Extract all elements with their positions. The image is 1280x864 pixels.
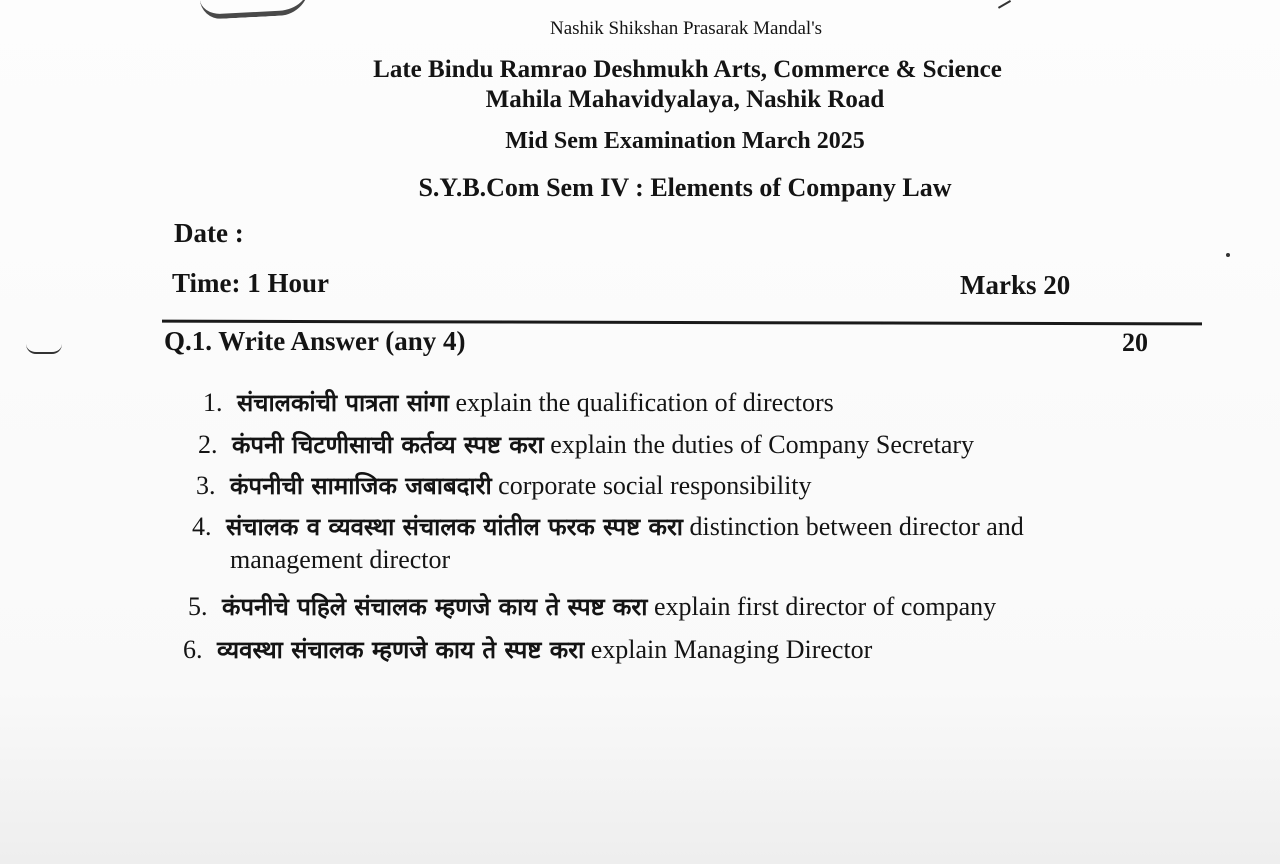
item-number: 1. (203, 388, 223, 417)
item-number: 4. (192, 512, 212, 541)
college-name-line-1: Late Bindu Ramrao Deshmukh Arts, Commerce & Science (373, 56, 1002, 83)
item-marathi-text: कंपनी चिटणीसाची कर्तव्य स्पष्ट करा (232, 431, 544, 459)
item-number: 5. (188, 592, 208, 621)
item-number: 2. (198, 430, 218, 459)
item-english-text: corporate social responsibility (498, 471, 812, 500)
item-english-text: explain Managing Director (590, 635, 873, 664)
question-item (183, 633, 872, 666)
date-label: Date : (174, 218, 244, 248)
question-item (192, 510, 1024, 543)
item-english-text: explain the qualification of directors (455, 388, 834, 417)
question-item (198, 428, 974, 461)
item-english-text: explain the duties of Company Secretary (550, 430, 975, 459)
item-marathi-text: संचालक व व्यवस्था संचालक यांतील फरक स्पष्ट करा (226, 513, 683, 541)
question-item (188, 590, 996, 623)
college-name-line-2: Mahila Mahavidyalaya, Nashik Road (485, 86, 885, 113)
header-divider (162, 320, 1202, 326)
question-item-continuation: management director (230, 545, 451, 574)
item-marathi-text: संचालकांची पात्रता सांगा (237, 389, 449, 417)
time-label: Time: 1 Hour (172, 268, 329, 298)
item-number: 3. (196, 471, 216, 500)
scan-smudge-mark (199, 0, 310, 20)
item-english-text: explain first director of company (653, 592, 997, 621)
scan-stroke-mark (26, 344, 62, 354)
item-number: 6. (183, 635, 203, 664)
exam-title: Mid Sem Examination March 2025 (505, 128, 865, 154)
item-marathi-text: कंपनीचे पहिले संचालक म्हणजे काय ते स्पष्ट करा (222, 593, 648, 621)
question-item (196, 469, 812, 502)
institution-name: Nashik Shikshan Prasarak Mandal's (549, 18, 823, 39)
scan-dot-mark (1226, 253, 1230, 257)
total-marks-label: Marks 20 (960, 270, 1071, 300)
item-marathi-text: व्यवस्था संचालक म्हणजे काय ते स्पष्ट करा (217, 636, 585, 664)
question-marks: 20 (1122, 328, 1148, 357)
scan-stroke-mark (993, 0, 1011, 9)
question-item (203, 386, 834, 419)
item-english-text: distinction between director and (689, 512, 1024, 541)
item-marathi-text: कंपनीची सामाजिक जबाबदारी (230, 472, 492, 500)
question-title: Q.1. Write Answer (any 4) (164, 326, 466, 356)
subject-title: S.Y.B.Com Sem IV : Elements of Company Law (418, 173, 952, 202)
